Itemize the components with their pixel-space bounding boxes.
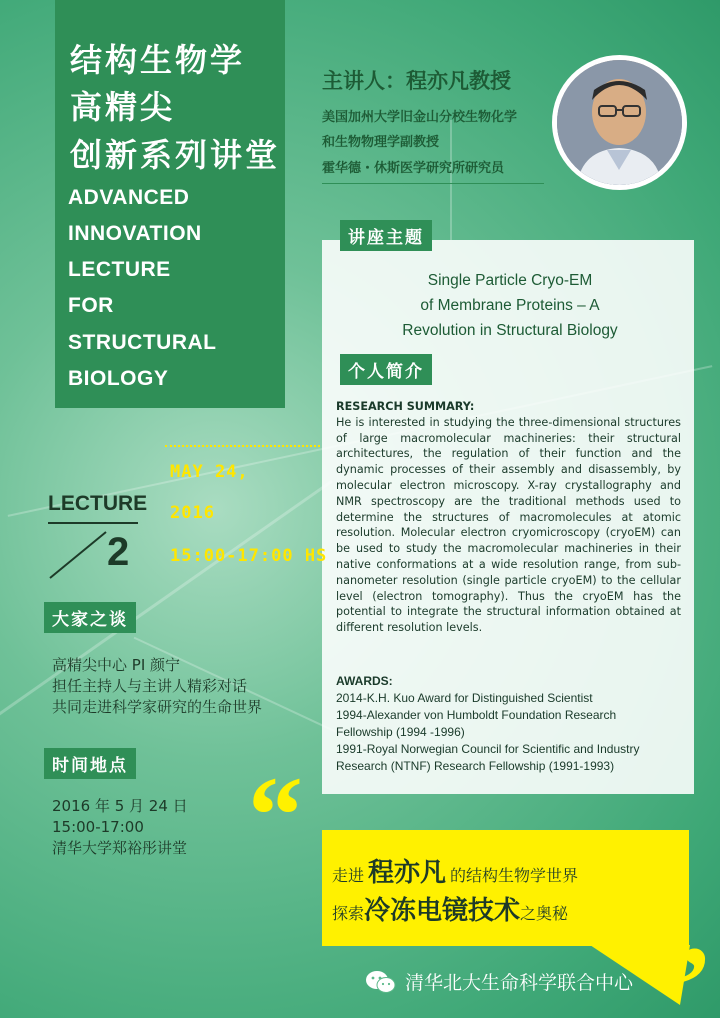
bio-tag: 个人简介 [340, 354, 432, 385]
dialog-line: 共同走进科学家研究的生命世界 [52, 698, 263, 716]
slogan-name: 程亦凡 [368, 858, 447, 888]
watermark-text: 清华北大生命科学联合中心 [405, 972, 634, 994]
time-tag: 时间地点 [44, 748, 136, 779]
topic-tag: 讲座主题 [340, 220, 432, 251]
title-zh-line-2: 高精尖 [70, 88, 176, 126]
lecture-title-line-1: Single Particle Cryo-EM [427, 272, 593, 289]
date-line-2: 2016 [170, 503, 215, 523]
date-line-1: MAY 24, [170, 462, 249, 482]
research-text: He is interested in studying the three-dimensional structures of large macromolecular machineries: their structural architectures, the regulation of their function and the dynamic processes of their assembly and disassembly, by molecular electron microscopy. X-ray crystallography and NMR spectroscopy are the traditional methods used to determine the structures of macromolecules at atomic resolution. Molecular electron cryomicroscopy (cryoEM) can be used to study the macromolecular machineries in their native conformations at a wide resolution range, from sub-nanometer resolution (single particle cryoEM) to the cellular level (electron tomography). Thus the cryoEM has the potential to integrate the structural information obtained at different resolution levels. [336, 415, 681, 635]
awards-section [336, 673, 681, 775]
open-quote-icon: “ [248, 754, 303, 876]
time-lines [52, 796, 188, 859]
speaker-name: 主讲人：程亦凡教授 [322, 69, 511, 93]
slogan-line-1 [332, 852, 578, 889]
person-silhouette-icon [557, 60, 682, 185]
lecture-slash [48, 530, 108, 580]
speaker-portrait [552, 55, 687, 190]
lecture-label: LECTURE [48, 492, 148, 515]
speaker-affiliation-3: 霍华德・休斯医学研究所研究员 [322, 161, 505, 176]
awards-heading: AWARDS: [336, 674, 393, 688]
award-item: Fellowship (1994 -1996) [336, 725, 465, 739]
lecture-underline [48, 522, 138, 524]
slogan-pre-1: 走进 [332, 866, 365, 885]
award-item: 2014-K.H. Kuo Award for Distinguished Scientist [336, 691, 593, 705]
time-line: 15:00-17:00 [52, 818, 144, 836]
title-zh-line-1: 结构生物学 [70, 41, 246, 79]
title-en-line-3: LECTURE [68, 258, 171, 281]
title-zh-line-3: 创新系列讲堂 [70, 136, 281, 174]
wechat-icon [365, 969, 397, 995]
dialog-line: 高精尖中心 PI 颜宁 [52, 656, 181, 674]
watermark [365, 968, 633, 995]
research-heading: RESEARCH SUMMARY: [336, 400, 475, 413]
title-en-line-1: ADVANCED [68, 186, 190, 209]
speaker-affiliation-1: 美国加州大学旧金山分校生物化学 [322, 110, 518, 125]
title-en-line-5: STRUCTURAL [68, 331, 217, 354]
slogan-pre-2: 探索 [332, 904, 365, 923]
time-line: 2016 年 5 月 24 日 [52, 797, 188, 815]
research-summary [336, 399, 681, 636]
award-item: 1991-Royal Norwegian Council for Scientific and Industry [336, 742, 640, 756]
slogan-post-2: 之奥秘 [520, 904, 569, 923]
lecture-number: 2 [107, 530, 130, 574]
award-item: 1994-Alexander von Humboldt Foundation Research [336, 708, 617, 722]
bg-line [450, 120, 452, 240]
dialog-tag: 大家之谈 [44, 602, 136, 633]
award-item: Research (NTNF) Research Fellowship (1991-1993) [336, 759, 615, 773]
speaker-affiliation-2: 和生物物理学副教授 [322, 135, 440, 150]
lecture-title [340, 268, 680, 343]
dotted-line [165, 445, 320, 447]
lecture-title-line-3: Revolution in Structural Biology [402, 322, 618, 339]
dialog-lines [52, 655, 262, 718]
affiliation-divider [322, 183, 544, 184]
time-line: 清华大学郑裕彤讲堂 [52, 839, 188, 857]
title-en-line-4: FOR [68, 294, 114, 317]
slogan-line-2 [332, 890, 568, 927]
slogan-post-1: 的结构生物学世界 [450, 866, 579, 885]
slogan-box [322, 830, 689, 946]
portrait-image [557, 60, 682, 185]
lecture-title-line-2: of Membrane Proteins – A [420, 297, 600, 314]
title-en-line-6: BIOLOGY [68, 367, 169, 390]
close-quote-icon: ” [655, 924, 710, 1018]
slogan-highlight: 冷冻电镜技术 [364, 896, 521, 926]
dialog-line: 担任主持人与主讲人精彩对话 [52, 677, 248, 695]
title-en-line-2: INNOVATION [68, 222, 202, 245]
date-line-3: 15:00-17:00 HS [170, 546, 328, 566]
